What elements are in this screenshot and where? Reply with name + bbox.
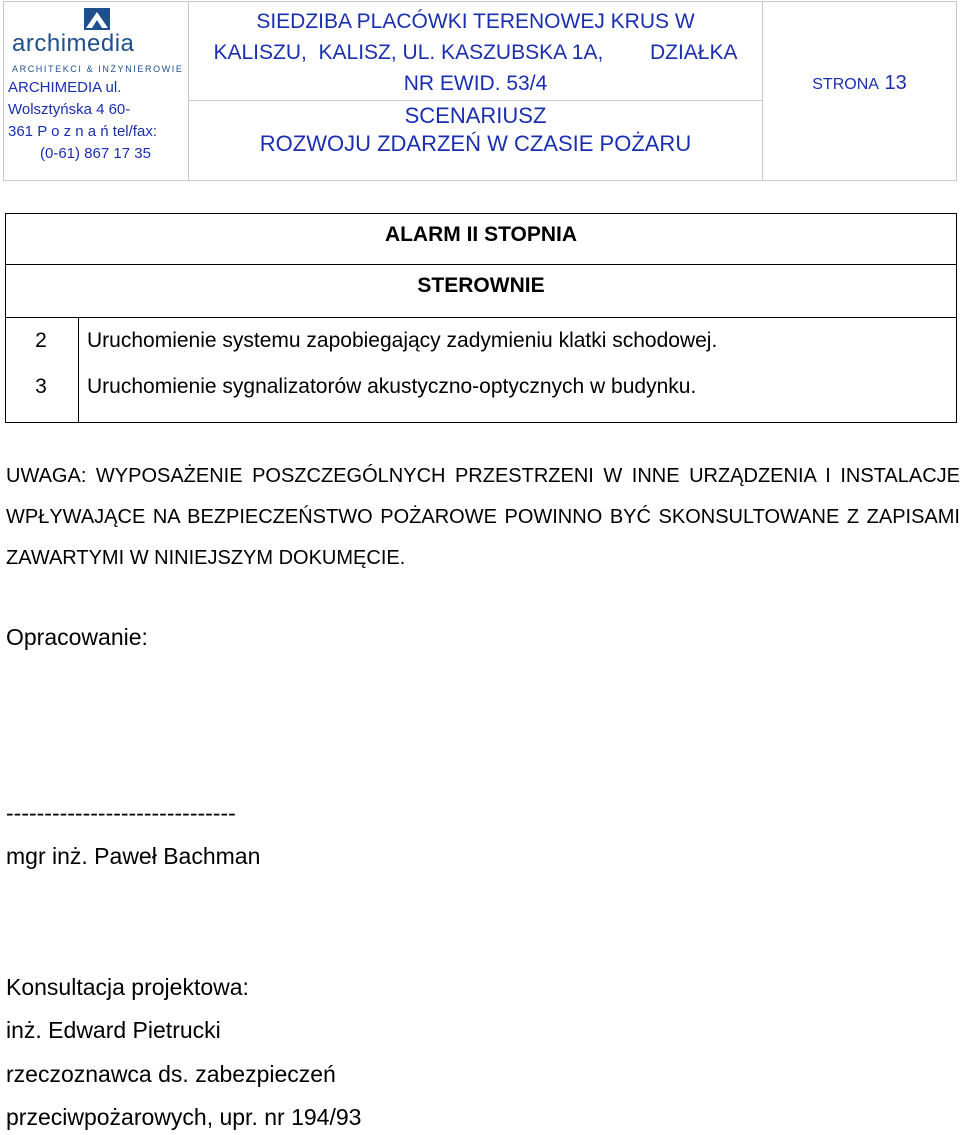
alarm-subtitle: STEROWNIE (417, 274, 545, 297)
address-line-3: 361 P o z n a ń tel/fax: (8, 123, 157, 140)
company-logo-icon (84, 8, 110, 30)
scenario-title (189, 102, 762, 158)
warning-note: UWAGA: WYPOSAŻENIE POSZCZEGÓLNYCH PRZESTRZENI W INNE URZĄDZENIA I INSTALACJE WPŁYWAJĄCE NA BEZPIECZEŃSTWO POŻAROWE POWINNO BYĆ SKONSULTOWANE Z ZAPISAMI ZAWARTYMI W NINIEJSZYM DOKUMĘCIE. (6, 465, 960, 569)
row-number: 3 (35, 375, 47, 398)
site-title (189, 6, 762, 99)
row-number: 2 (35, 329, 47, 352)
scenario-title-line-1: SCENARIUSZ (404, 103, 547, 128)
alarm-table (5, 213, 957, 423)
consultant-role-line-2: przeciwpożarowych, upr. nr 194/93 (6, 1104, 362, 1130)
alarm-title-divider (6, 264, 956, 265)
table-row (6, 366, 956, 411)
consultation-label: Konsultacja projektowa: (6, 974, 249, 1000)
prepared-by-label: Opracowanie: (6, 624, 148, 650)
page-number-block (763, 2, 956, 180)
title-block (189, 2, 763, 180)
address-line-1: ARCHIMEDIA ul. (8, 79, 122, 96)
page-number: 13 (884, 72, 907, 94)
page-label: STRONA (812, 76, 879, 93)
company-block (4, 2, 189, 180)
document-header (3, 1, 957, 181)
consultant-name: inż. Edward Pietrucki (6, 1017, 221, 1043)
company-logo-subtext: ARCHITEKCI & INŻYNIEROWIE (12, 64, 184, 74)
address-line-4: (0-61) 867 17 35 (40, 145, 151, 162)
row-text: Uruchomienie systemu zapobiegający zadymieniu klatki schodowej. (87, 329, 718, 352)
site-title-line-2: KALISZU, KALISZ, UL. KASZUBSKA 1A, DZIAŁKA (213, 41, 738, 64)
table-row (6, 320, 956, 365)
prepared-by-name: mgr inż. Paweł Bachman (6, 843, 261, 869)
address-line-2: Wolsztyńska 4 60- (8, 101, 131, 118)
alarm-subtitle-divider (6, 317, 956, 318)
consultant-role-line-1: rzeczoznawca ds. zabezpieczeń (6, 1061, 336, 1087)
company-logo-text: archimedia (12, 30, 135, 57)
scenario-title-line-2: ROZWOJU ZDARZEŃ W CZASIE POŻARU (259, 131, 692, 156)
page-indicator (763, 72, 956, 95)
site-title-line-1: SIEDZIBA PLACÓWKI TERENOWEJ KRUS W (256, 10, 695, 33)
row-text: Uruchomienie sygnalizatorów akustyczno-optycznych w budynku. (87, 375, 697, 398)
site-title-line-3: NR EWID. 53/4 (403, 72, 548, 95)
title-divider (189, 100, 762, 101)
alarm-title: ALARM II STOPNIA (384, 223, 578, 246)
signature-line: ------------------------------ (6, 800, 236, 826)
